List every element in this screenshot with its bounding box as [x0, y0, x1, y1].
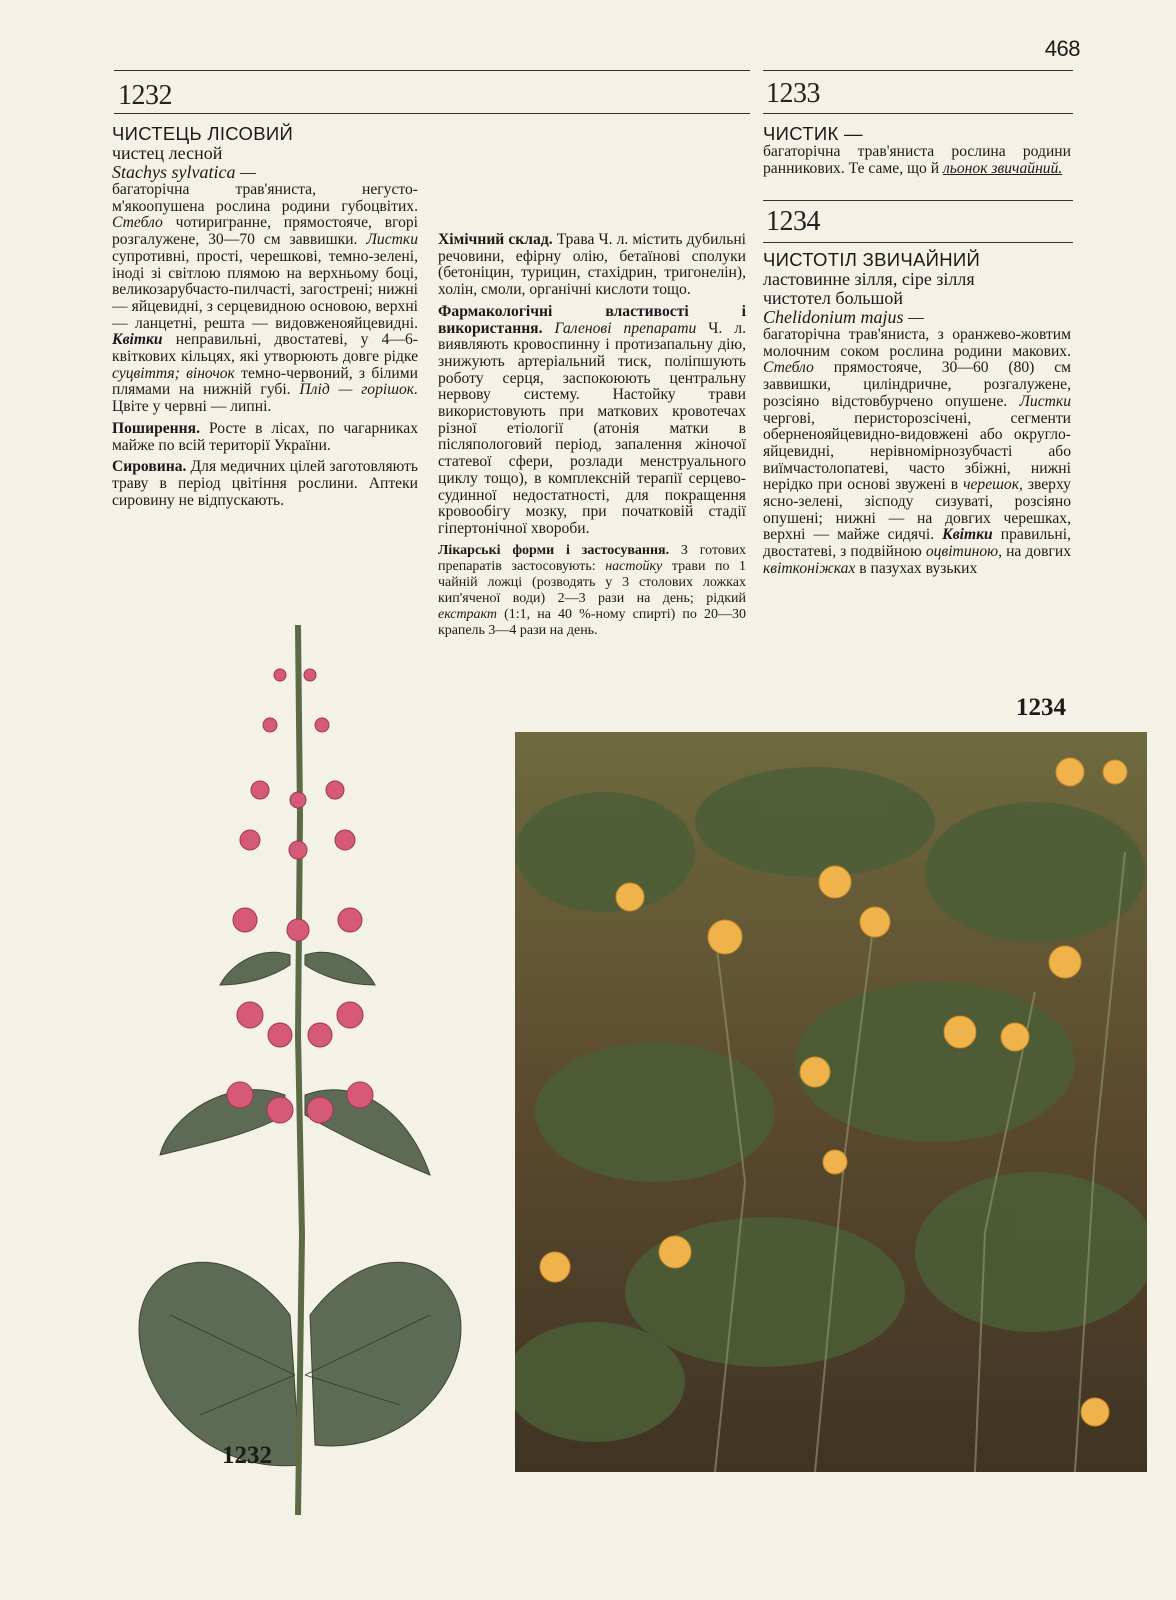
entry-1234-ukr-synonyms: ластовинне зілля, сіре зілля: [763, 269, 975, 289]
entry-1232-dosage-forms: Лікарські форми і застосування. З готових препаратів застосовують: настойку трави по 1 чайній ложці (розводять у 3 столових ложках кип'яченої води) 2—3 рази на день; рідкий екстракт (1:1, на 40 %-ному спирті) по 20—30 крапель 3—4 рази на день.: [438, 542, 747, 638]
entry-1233-text: багаторічна трав'яниста рослина родини ранникових. Те саме, що й льонок звичайний.: [763, 143, 1071, 177]
header-rule-right: [763, 70, 1073, 71]
entry-1232-column-1: [112, 124, 418, 509]
entry-1233-crossref[interactable]: льонок звичайний.: [942, 159, 1063, 177]
figure-label-1232: 1232: [222, 1442, 272, 1469]
title-rule-1233: [763, 113, 1073, 114]
entry-1234-description: багаторічна трав'яниста, з оранжево-жовтим молочним соком рослина родини макових. Стебло прямостояче, 30—60 (80) см заввишки, циліндричне, розгалужене, розсіяно відстовбурчено опушене. Листки чергові, перисторозсічені, сегменти оберненояйцевидно-видовжені або округло-яйцевидні, нерівномірнозубчасті або виїмчастолопатеві, часто збіжні, нижні нерідко при основі звужені в черешок, зверху ясно-зелені, зісподу сизуваті, розсіяно опушені; нижні — на довгих черешках, верхні — майже сидячі. Квітки правильні, двостатеві, з подвійною оцвітиною, на довгих квітконіжках в пазухах вузьких: [763, 326, 1072, 577]
entry-1232-description: багаторічна трав'яниста, негусто-м'якоопушена рослина родини губоцвітих. Стебло чотиригранне, прямостояче, вгорі розгалужене, 30—70 см заввишки. Листки супротивні, прості, черешкові, темно-зелені, іноді зі світлою плямою на верхньому боці, великозарубчасто-пилчасті, загострені; нижні — яйцевидні, з серцевидною основою, верхні — ланцетні, решта — видовженояйцевидні. Квітки неправильні, двостатеві, у 4—6-квіткових кільцях, які утворюють довге рідке суцвіття; віночок темно-червоний, з білими плямами на нижній губі. Плід — горішок. Цвіте у червні — липні.: [112, 181, 419, 416]
entry-1232-column-2: [438, 232, 746, 639]
header-rule-1234-top: [763, 200, 1073, 201]
entry-number-1234: 1234: [766, 206, 820, 237]
header-rule-left: [114, 70, 750, 71]
title-rule-1234: [763, 242, 1073, 243]
stem: [298, 625, 302, 1515]
entry-1232-russian-name: чистец лесной: [112, 143, 223, 163]
entry-1232-pharmacology: Фармакологічні властивості і використання. Галенові препарати Ч. л. виявляють кровоспинну і протизапальну дію, знижують артеріальний тиск, поліпшують роботу серця, заспокоюють центральну нервову систему. Настойку трави використовують при маткових кровотечах різної етіології (атонія матки в післяпологовий період, запалення жіночої статевої сфери, розлади менструального циклу тощо), в комплексній терапії серцево-судинної недостатності, для покращення кровообігу мозку, при початковій стадії гіпертонічної хвороби.: [438, 302, 746, 537]
entry-1232-raw-material: Сировина. Для медичних цілей заготовляють траву в період цвітіння рослини. Аптеки сировину не відпускають.: [112, 458, 418, 509]
title-rule-1232: [114, 113, 750, 114]
entry-1233-title: ЧИСТИК —: [763, 123, 863, 144]
page-number: 468: [1044, 36, 1080, 61]
entry-1232-distribution: Поширення. Росте в лісах, по чагарниках майже по всій території України.: [112, 419, 418, 454]
entry-1234-title: ЧИСТОТІЛ ЗВИЧАЙНИЙ: [763, 249, 981, 270]
entry-1234-russian-name: чистотел большой: [763, 288, 904, 308]
entry-1234-block: [763, 250, 1071, 578]
stachys-sylvatica-illustration: [110, 615, 480, 1535]
entry-number-1232: 1232: [118, 80, 172, 111]
entry-1233-block: [763, 124, 1071, 177]
entry-1232-latin-name: Stachys sylvatica —: [112, 162, 256, 182]
entry-1232-title: ЧИСТЕЦЬ ЛІСОВИЙ: [112, 123, 294, 144]
chelidonium-majus-photo: [515, 732, 1147, 1472]
figure-label-1234: 1234: [1016, 694, 1066, 721]
entry-1232-chemistry: Хімічний склад. Трава Ч. л. містить дубильні речовини, ефірну олію, бетаїнові сполуки (бетоніцин, турицин, стахідрин, тригонелін), холін, смоли, органічні кислоти тощо.: [438, 231, 746, 299]
entry-1234-latin-name: Chelidonium majus —: [763, 307, 925, 327]
entry-number-1233: 1233: [766, 78, 820, 109]
